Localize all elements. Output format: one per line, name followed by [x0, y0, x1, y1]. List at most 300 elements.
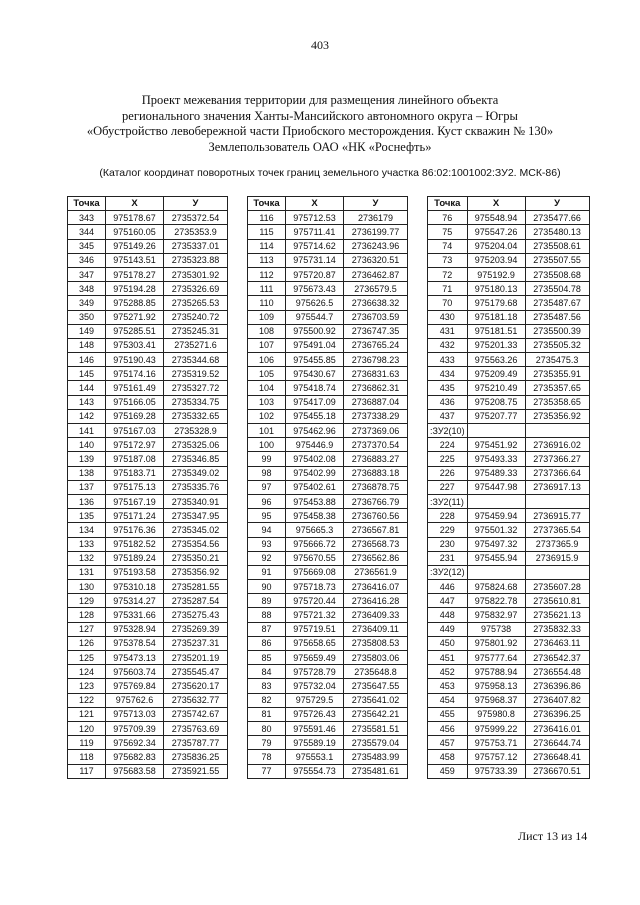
x-cell: 975714.62 — [286, 239, 344, 253]
table-row — [68, 636, 228, 650]
point-cell: 345 — [68, 239, 106, 253]
table-row — [428, 608, 590, 622]
table-row — [248, 622, 408, 636]
point-cell: 148 — [68, 338, 106, 352]
x-cell: 975430.67 — [286, 367, 344, 381]
table-row — [248, 721, 408, 735]
x-cell: 975958.13 — [467, 679, 525, 693]
table-row — [68, 651, 228, 665]
x-cell: 975658.65 — [286, 636, 344, 650]
y-cell: 2735345.02 — [164, 523, 228, 537]
coordinates-table-2 — [247, 196, 408, 779]
point-cell: 344 — [68, 225, 106, 239]
point-cell: 449 — [428, 622, 468, 636]
x-cell: 975832.97 — [467, 608, 525, 622]
table-row — [428, 452, 590, 466]
x-cell: 975980.8 — [467, 707, 525, 721]
y-cell: 2735620.17 — [164, 679, 228, 693]
table-header-row — [248, 197, 408, 211]
point-cell: 88 — [248, 608, 286, 622]
y-header: У — [525, 197, 589, 211]
table-row — [248, 239, 408, 253]
table-row — [428, 594, 590, 608]
x-cell: 975665.3 — [286, 523, 344, 537]
y-cell: 2736416.28 — [344, 594, 408, 608]
table-row — [248, 267, 408, 281]
y-cell: 2736562.86 — [344, 551, 408, 565]
x-cell: 975709.39 — [106, 721, 164, 735]
x-cell: 975447.98 — [467, 480, 525, 494]
table-row — [248, 310, 408, 324]
x-cell: 975718.73 — [286, 580, 344, 594]
y-cell: 2736703.59 — [344, 310, 408, 324]
x-cell: 975446.9 — [286, 438, 344, 452]
point-cell: 129 — [68, 594, 106, 608]
x-cell: 975169.28 — [106, 409, 164, 423]
table-header-row — [68, 197, 228, 211]
y-cell: 2735356.92 — [164, 565, 228, 579]
point-cell: 95 — [248, 509, 286, 523]
x-cell: 975459.94 — [467, 509, 525, 523]
x-cell: 975728.79 — [286, 665, 344, 679]
y-cell: 2736747.35 — [344, 324, 408, 338]
point-cell: 114 — [248, 239, 286, 253]
x-cell: 975762.6 — [106, 693, 164, 707]
point-cell: 224 — [428, 438, 468, 452]
x-cell: 975208.75 — [467, 395, 525, 409]
table-row — [428, 565, 590, 579]
y-cell: 2736396.25 — [525, 707, 589, 721]
point-cell: 119 — [68, 736, 106, 750]
x-cell: 975331.66 — [106, 608, 164, 622]
point-cell: 454 — [428, 693, 468, 707]
x-cell: 975788.94 — [467, 665, 525, 679]
y-cell: 2736766.79 — [344, 494, 408, 508]
y-cell: 2735354.56 — [164, 537, 228, 551]
x-cell: 975171.24 — [106, 509, 164, 523]
x-cell: 975563.26 — [467, 353, 525, 367]
x-cell: 975554.73 — [286, 764, 344, 778]
x-cell: 975491.04 — [286, 338, 344, 352]
y-cell: 2735269.39 — [164, 622, 228, 636]
point-cell: 84 — [248, 665, 286, 679]
y-cell: 2735372.54 — [164, 211, 228, 225]
y-cell: 2735504.78 — [525, 282, 589, 296]
y-cell: 2736883.27 — [344, 452, 408, 466]
point-cell: 110 — [248, 296, 286, 310]
table-row — [428, 707, 590, 721]
page-number: 403 — [311, 38, 329, 52]
table-row — [68, 594, 228, 608]
y-cell: 2735335.76 — [164, 480, 228, 494]
table-row — [68, 424, 228, 438]
x-header: X — [467, 197, 525, 211]
x-cell: 975801.92 — [467, 636, 525, 650]
y-cell: 2736554.48 — [525, 665, 589, 679]
x-cell: 975720.87 — [286, 267, 344, 281]
table-row — [428, 367, 590, 381]
y-cell: 2737365.54 — [525, 523, 589, 537]
table-row — [428, 551, 590, 565]
x-cell: 975418.74 — [286, 381, 344, 395]
table-row — [68, 494, 228, 508]
x-cell: 975455.85 — [286, 353, 344, 367]
y-cell: 2735355.91 — [525, 367, 589, 381]
table-row — [248, 651, 408, 665]
table-row — [248, 296, 408, 310]
x-cell: 975547.26 — [467, 225, 525, 239]
point-cell: 83 — [248, 679, 286, 693]
point-cell: 86 — [248, 636, 286, 650]
point-cell: 91 — [248, 565, 286, 579]
table-row — [428, 636, 590, 650]
x-cell: 975626.5 — [286, 296, 344, 310]
y-cell: 2735787.77 — [164, 736, 228, 750]
table-row — [428, 338, 590, 352]
y-cell: 2735763.69 — [164, 721, 228, 735]
table-row — [428, 395, 590, 409]
table-row — [248, 381, 408, 395]
x-cell: 975733.39 — [467, 764, 525, 778]
point-cell: 446 — [428, 580, 468, 594]
y-cell: 2735350.21 — [164, 551, 228, 565]
x-cell: 975731.14 — [286, 253, 344, 267]
point-cell: 227 — [428, 480, 468, 494]
y-cell: 2735500.39 — [525, 324, 589, 338]
x-cell: 975190.43 — [106, 353, 164, 367]
y-cell: 2735319.52 — [164, 367, 228, 381]
empty-cell — [525, 565, 589, 579]
point-cell: 456 — [428, 721, 468, 735]
point-cell: 79 — [248, 736, 286, 750]
x-cell: 975271.92 — [106, 310, 164, 324]
point-cell: 452 — [428, 665, 468, 679]
x-cell: 975193.58 — [106, 565, 164, 579]
point-cell: 102 — [248, 409, 286, 423]
y-cell: 2735356.92 — [525, 409, 589, 423]
y-cell: 2735201.19 — [164, 651, 228, 665]
coordinates-table-3 — [427, 196, 590, 779]
y-cell: 2735508.68 — [525, 267, 589, 281]
x-cell: 975753.71 — [467, 736, 525, 750]
x-cell: 975738 — [467, 622, 525, 636]
x-cell: 975692.34 — [106, 736, 164, 750]
point-cell: 225 — [428, 452, 468, 466]
point-cell: 146 — [68, 353, 106, 367]
table-row — [248, 551, 408, 565]
y-cell: 2737369.06 — [344, 424, 408, 438]
x-cell: 975553.1 — [286, 750, 344, 764]
point-cell: 435 — [428, 381, 468, 395]
point-cell: 432 — [428, 338, 468, 352]
y-cell: 2735337.01 — [164, 239, 228, 253]
x-cell: 975179.68 — [467, 296, 525, 310]
empty-cell — [467, 565, 525, 579]
point-cell: 93 — [248, 537, 286, 551]
point-cell: 121 — [68, 707, 106, 721]
y-cell: 2735327.72 — [164, 381, 228, 395]
y-cell: 2736878.75 — [344, 480, 408, 494]
y-cell: 2737365.9 — [525, 537, 589, 551]
point-cell: 77 — [248, 764, 286, 778]
point-cell: 126 — [68, 636, 106, 650]
x-cell: 975682.83 — [106, 750, 164, 764]
table-row — [248, 707, 408, 721]
x-cell: 975497.32 — [467, 537, 525, 551]
point-cell: 72 — [428, 267, 468, 281]
point-cell: 89 — [248, 594, 286, 608]
point-cell: 105 — [248, 367, 286, 381]
x-cell: 975172.97 — [106, 438, 164, 452]
point-cell: 116 — [248, 211, 286, 225]
x-cell: 975683.58 — [106, 764, 164, 778]
x-cell: 975181.51 — [467, 324, 525, 338]
y-cell: 2735334.75 — [164, 395, 228, 409]
table-row — [68, 267, 228, 281]
table-row — [428, 353, 590, 367]
x-cell: 975451.92 — [467, 438, 525, 452]
table-row — [68, 381, 228, 395]
point-cell: 113 — [248, 253, 286, 267]
y-cell: 2736798.23 — [344, 353, 408, 367]
point-cell: 97 — [248, 480, 286, 494]
x-cell: 975769.84 — [106, 679, 164, 693]
table-row — [68, 721, 228, 735]
table-row — [428, 480, 590, 494]
x-cell: 975180.13 — [467, 282, 525, 296]
point-cell: 451 — [428, 651, 468, 665]
x-cell: 975462.96 — [286, 424, 344, 438]
table-row — [68, 338, 228, 352]
table-row — [428, 296, 590, 310]
point-cell: 453 — [428, 679, 468, 693]
x-cell: 975167.03 — [106, 424, 164, 438]
table-row — [68, 466, 228, 480]
x-cell: 975720.44 — [286, 594, 344, 608]
table-row — [248, 565, 408, 579]
y-header: У — [164, 197, 228, 211]
table-row — [68, 452, 228, 466]
x-cell: 975303.41 — [106, 338, 164, 352]
point-cell: 87 — [248, 622, 286, 636]
x-cell: 975458.38 — [286, 509, 344, 523]
point-cell: 118 — [68, 750, 106, 764]
x-cell: 975489.33 — [467, 466, 525, 480]
x-cell: 975210.49 — [467, 381, 525, 395]
point-cell: 124 — [68, 665, 106, 679]
table-row — [248, 494, 408, 508]
x-cell: 975455.18 — [286, 409, 344, 423]
table-row — [428, 622, 590, 636]
point-cell: 137 — [68, 480, 106, 494]
point-header: Точка — [428, 197, 468, 211]
table-row — [428, 253, 590, 267]
table-row — [248, 367, 408, 381]
y-cell: 2735323.88 — [164, 253, 228, 267]
point-cell: 96 — [248, 494, 286, 508]
point-cell: 122 — [68, 693, 106, 707]
point-cell: 75 — [428, 225, 468, 239]
y-cell: 2736542.37 — [525, 651, 589, 665]
table-row — [68, 523, 228, 537]
point-cell: 120 — [68, 721, 106, 735]
y-cell: 2736915.77 — [525, 509, 589, 523]
x-cell: 975455.94 — [467, 551, 525, 565]
point-cell: 82 — [248, 693, 286, 707]
x-cell: 975968.37 — [467, 693, 525, 707]
table-row — [428, 764, 590, 778]
point-cell: 71 — [428, 282, 468, 296]
table-row — [68, 409, 228, 423]
empty-cell — [525, 424, 589, 438]
table-row — [68, 509, 228, 523]
point-cell: 436 — [428, 395, 468, 409]
subsection-label: :ЗУ2(11) — [428, 494, 468, 508]
x-cell: 975726.43 — [286, 707, 344, 721]
point-cell: 73 — [428, 253, 468, 267]
y-cell: 2735808.53 — [344, 636, 408, 650]
y-cell: 2736917.13 — [525, 480, 589, 494]
y-cell: 2735642.21 — [344, 707, 408, 721]
table-row — [428, 267, 590, 281]
table-row — [68, 353, 228, 367]
y-cell: 2735477.66 — [525, 211, 589, 225]
x-cell: 975544.7 — [286, 310, 344, 324]
x-cell: 975143.51 — [106, 253, 164, 267]
y-cell: 2735353.9 — [164, 225, 228, 239]
y-cell: 2736561.9 — [344, 565, 408, 579]
y-cell: 2735507.55 — [525, 253, 589, 267]
table-row — [68, 665, 228, 679]
table-row — [68, 764, 228, 778]
y-cell: 2736409.33 — [344, 608, 408, 622]
x-cell: 975160.05 — [106, 225, 164, 239]
point-cell: 133 — [68, 537, 106, 551]
x-cell: 975777.64 — [467, 651, 525, 665]
point-cell: 100 — [248, 438, 286, 452]
table-row — [428, 665, 590, 679]
point-cell: 107 — [248, 338, 286, 352]
point-cell: 455 — [428, 707, 468, 721]
y-cell: 2735508.61 — [525, 239, 589, 253]
table-row — [248, 764, 408, 778]
table-row — [248, 424, 408, 438]
y-cell: 2736409.11 — [344, 622, 408, 636]
table-row — [248, 338, 408, 352]
y-cell: 2736862.31 — [344, 381, 408, 395]
x-cell: 975670.55 — [286, 551, 344, 565]
point-header: Точка — [248, 197, 286, 211]
y-cell: 2735326.69 — [164, 282, 228, 296]
header-line: Проект межевания территории для размещения линейного объекта — [141, 93, 499, 107]
x-cell: 975402.99 — [286, 466, 344, 480]
y-cell: 2737338.29 — [344, 409, 408, 423]
y-cell: 2735832.33 — [525, 622, 589, 636]
header-line: «Обустройство левобережной части Приобского месторождения. Куст скважин № 130» — [86, 124, 554, 138]
y-cell: 2735480.13 — [525, 225, 589, 239]
y-cell: 2735332.65 — [164, 409, 228, 423]
x-cell: 975178.27 — [106, 267, 164, 281]
table-row — [68, 565, 228, 579]
x-cell: 975166.05 — [106, 395, 164, 409]
x-cell: 975402.08 — [286, 452, 344, 466]
table-row — [248, 225, 408, 239]
point-cell: 78 — [248, 750, 286, 764]
x-cell: 975378.54 — [106, 636, 164, 650]
table-row — [428, 651, 590, 665]
table-row — [248, 750, 408, 764]
point-cell: 108 — [248, 324, 286, 338]
y-cell: 2736179 — [344, 211, 408, 225]
x-cell: 975189.24 — [106, 551, 164, 565]
table-row — [428, 693, 590, 707]
y-cell: 2735237.31 — [164, 636, 228, 650]
x-cell: 975589.19 — [286, 736, 344, 750]
y-cell: 2736638.32 — [344, 296, 408, 310]
table-row — [428, 679, 590, 693]
point-cell: 431 — [428, 324, 468, 338]
table-row — [248, 353, 408, 367]
y-cell: 2735301.92 — [164, 267, 228, 281]
y-cell: 2736320.51 — [344, 253, 408, 267]
table-row — [428, 324, 590, 338]
y-cell: 2735265.53 — [164, 296, 228, 310]
x-cell: 975187.08 — [106, 452, 164, 466]
y-cell: 2736831.63 — [344, 367, 408, 381]
point-cell: 343 — [68, 211, 106, 225]
table-header-row — [428, 197, 590, 211]
subsection-label: :ЗУ2(12) — [428, 565, 468, 579]
x-cell: 975721.32 — [286, 608, 344, 622]
x-cell: 975501.32 — [467, 523, 525, 537]
table-row — [68, 551, 228, 565]
point-cell: 94 — [248, 523, 286, 537]
point-cell: 85 — [248, 651, 286, 665]
table-row — [428, 381, 590, 395]
table-row — [68, 693, 228, 707]
point-cell: 350 — [68, 310, 106, 324]
table-row — [68, 310, 228, 324]
x-header: X — [286, 197, 344, 211]
x-cell: 975285.51 — [106, 324, 164, 338]
point-cell: 450 — [428, 636, 468, 650]
table-row — [68, 622, 228, 636]
x-cell: 975204.04 — [467, 239, 525, 253]
point-cell: 130 — [68, 580, 106, 594]
y-cell: 2735325.06 — [164, 438, 228, 452]
x-cell: 975178.67 — [106, 211, 164, 225]
x-cell: 975712.53 — [286, 211, 344, 225]
point-cell: 144 — [68, 381, 106, 395]
y-cell: 2735475.3 — [525, 353, 589, 367]
point-cell: 348 — [68, 282, 106, 296]
point-cell: 125 — [68, 651, 106, 665]
table-row — [428, 509, 590, 523]
y-cell: 2735545.47 — [164, 665, 228, 679]
y-cell: 2735481.61 — [344, 764, 408, 778]
table-row — [428, 282, 590, 296]
table-row — [68, 736, 228, 750]
point-cell: 115 — [248, 225, 286, 239]
y-cell: 2735347.95 — [164, 509, 228, 523]
point-cell: 98 — [248, 466, 286, 480]
table-row — [248, 608, 408, 622]
table-row — [68, 225, 228, 239]
point-cell: 123 — [68, 679, 106, 693]
x-cell: 975183.71 — [106, 466, 164, 480]
y-cell: 2735344.68 — [164, 353, 228, 367]
y-cell: 2735579.04 — [344, 736, 408, 750]
